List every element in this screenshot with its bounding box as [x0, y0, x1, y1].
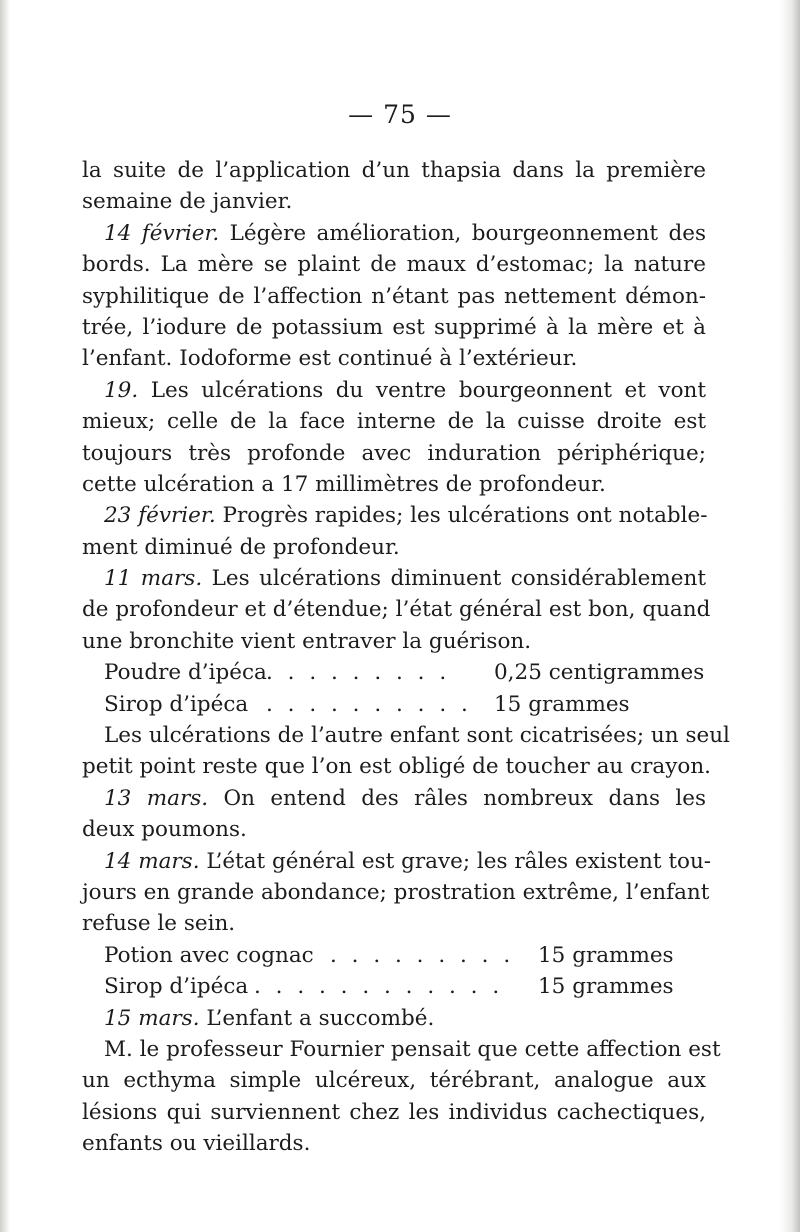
- text-line: un ecthyma simple ulcéreux, térébrant, analogue aux: [82, 1068, 706, 1094]
- text-span: Progrès rapides; les ulcérations ont notable-: [215, 503, 708, 529]
- prescription-line: [82, 689, 706, 720]
- text-line: enfants ou vieillards.: [82, 1131, 311, 1157]
- text-line: refuse le sein.: [82, 911, 236, 937]
- entry-date: 19.: [104, 377, 139, 403]
- leader-dots: . . . . . . . . .: [266, 660, 451, 686]
- prescription-dose: 0,25 centigrammes: [494, 660, 705, 686]
- text-line: [82, 846, 712, 877]
- prescription-line: [82, 940, 706, 971]
- text-line: [82, 500, 706, 531]
- text-line: [82, 218, 706, 249]
- text-span: L’enfant a succombé.: [199, 1005, 435, 1031]
- text-line: l’enfant. Iodoforme est continué à l’extérieur.: [82, 346, 578, 372]
- text-line: deux poumons.: [82, 817, 247, 843]
- entry-date: 11 mars.: [104, 566, 203, 592]
- text-line: cette ulcération a 17 millimètres de profondeur.: [82, 471, 606, 497]
- text-span: Légère amélioration, bourgeonnement des: [219, 220, 706, 246]
- text-line: [82, 375, 706, 406]
- prescription-dose: 15 grammes: [494, 691, 630, 717]
- leader-dots: . . . . . . . . .: [330, 942, 515, 968]
- text-line: lésions qui surviennent chez les individus cachectiques,: [82, 1099, 706, 1125]
- text-line: ment diminué de profondeur.: [82, 534, 400, 560]
- text-span: Les ulcérations du ventre bourgeonnent et vont: [138, 377, 706, 403]
- text-line: [82, 563, 706, 594]
- text-line: syphilitique de l’affection n’étant pas nettement démon-: [82, 283, 706, 309]
- prescription-item: Sirop d’ipéca: [104, 974, 249, 1000]
- text-line: [82, 783, 706, 814]
- entry-date: 23 février.: [104, 503, 216, 529]
- entry-date: 14 mars.: [104, 848, 200, 874]
- text-line: semaine de janvier.: [82, 189, 293, 215]
- entry-date: 15 mars.: [104, 1005, 200, 1031]
- leader-dots: . . . . . . . . . .: [266, 691, 472, 717]
- page-edge-shadow: [792, 0, 800, 1232]
- text-line: trée, l’iodure de potassium est supprimé à la mère et à: [82, 314, 706, 340]
- entry-date: 14 février.: [104, 220, 220, 246]
- text-span: L’état général est grave; les râles existent tou-: [199, 848, 712, 874]
- text-line: jours en grande abondance; prostration extrême, l’enfant: [82, 879, 710, 905]
- text-line: bords. La mère se plaint de maux d’estomac; la nature: [82, 252, 706, 278]
- text-line: [82, 1003, 706, 1034]
- prescription-item: Potion avec cognac: [104, 942, 314, 968]
- text-line: M. le professeur Fournier pensait que cette affection est: [104, 1036, 721, 1062]
- prescription-dose: 15 grammes: [538, 942, 674, 968]
- prescription-dose: 15 grammes: [538, 974, 674, 1000]
- text-line: Les ulcérations de l’autre enfant sont cicatrisées; un seul: [104, 723, 730, 749]
- prescription-line: [82, 657, 706, 688]
- text-span: On entend des râles nombreux dans les: [208, 785, 706, 811]
- text-span: Les ulcérations diminuent considérablement: [202, 566, 706, 592]
- text-line: la suite de l’application d’un thapsia dans la première: [82, 158, 706, 183]
- text-line: de profondeur et d’étendue; l’état général est bon, quand: [82, 597, 711, 623]
- page-number: — 75 —: [348, 100, 452, 129]
- body-text: [82, 155, 730, 1160]
- text-line: toujours très profonde avec induration périphérique;: [82, 440, 706, 466]
- text-line: petit point reste que l’on est obligé de toucher au crayon.: [82, 754, 712, 780]
- entry-date: 13 mars.: [104, 785, 209, 811]
- prescription-item: Sirop d’ipéca: [104, 691, 249, 717]
- prescription-item: Poudre d’ipéca: [104, 660, 267, 686]
- leader-dots: . . . . . . . . . . . .: [254, 974, 504, 1000]
- prescription-line: [82, 971, 706, 1002]
- text-line: mieux; celle de la face interne de la cuisse droite est: [82, 409, 706, 435]
- text-line: une bronchite vient entraver la guérison.: [82, 628, 532, 654]
